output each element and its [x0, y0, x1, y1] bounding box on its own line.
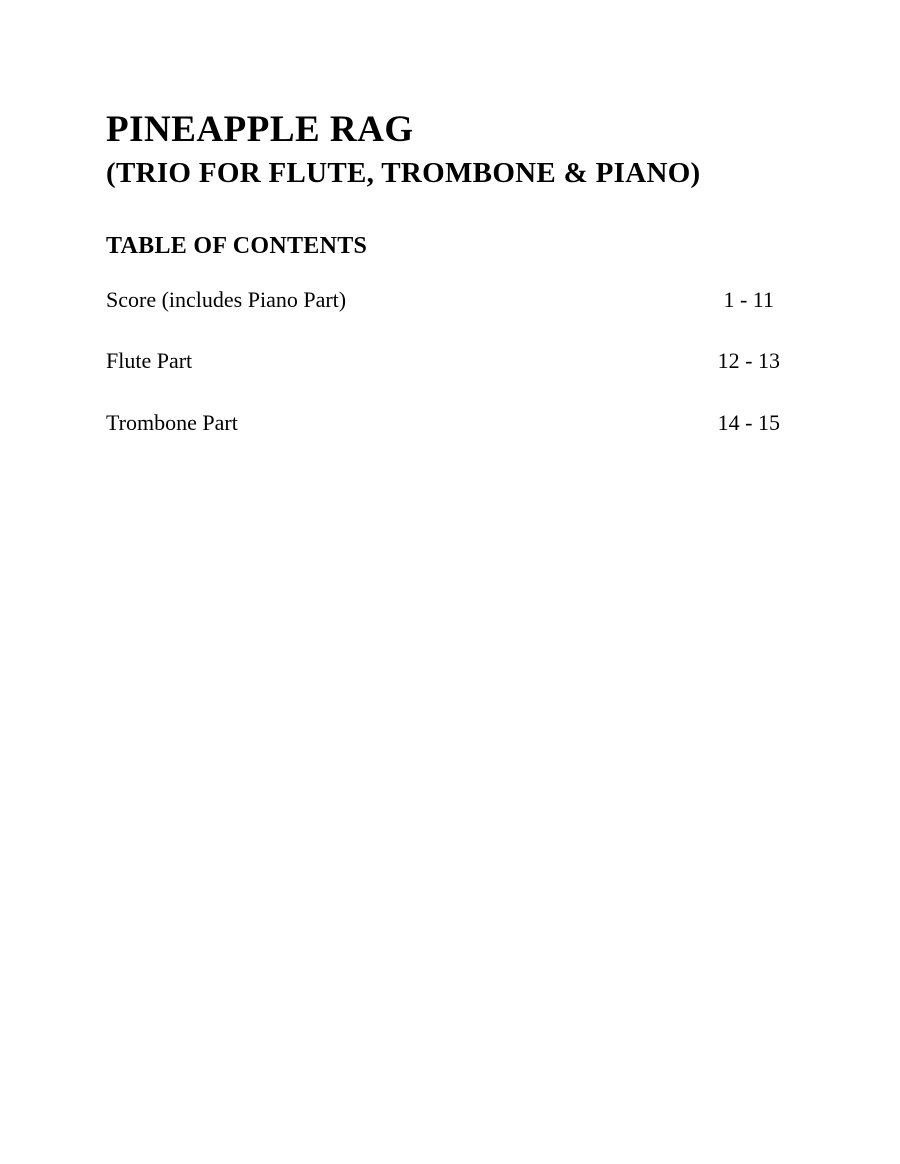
toc-entry-trombone-part — [106, 407, 780, 439]
toc-entry-label: Flute Part — [106, 348, 193, 373]
toc-entry-label: Score (includes Piano Part) — [106, 287, 347, 312]
toc-entry-label: Trombone Part — [106, 410, 238, 435]
document-subtitle: (TRIO FOR FLUTE, TROMBONE & PIANO) — [106, 157, 701, 189]
toc-entry-score — [106, 284, 780, 316]
document-title: PINEAPPLE RAG — [106, 109, 414, 150]
toc-heading: TABLE OF CONTENTS — [106, 233, 368, 259]
toc-entry-pages: 12 - 13 — [717, 348, 780, 373]
toc-entry-pages: 14 - 15 — [717, 410, 780, 435]
toc-entry-flute-part — [106, 345, 780, 377]
toc-entry-pages: 1 - 11 — [723, 287, 774, 312]
